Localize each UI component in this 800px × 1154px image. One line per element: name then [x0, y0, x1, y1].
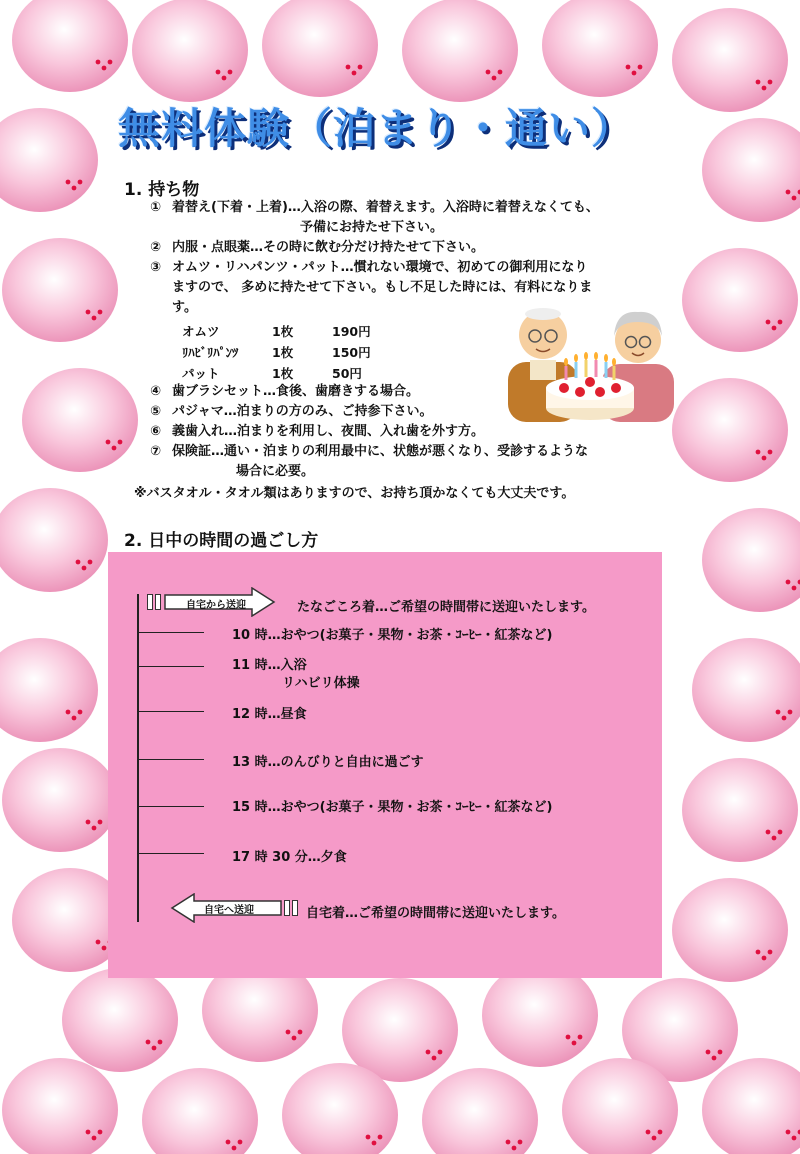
- bg-dot: [106, 440, 111, 445]
- bg-dot: [76, 560, 81, 565]
- timeline-tick: [138, 666, 204, 667]
- bg-circle: [482, 963, 598, 1067]
- bg-dot: [756, 80, 761, 85]
- schedule-item: 11 時…入浴: [232, 658, 307, 673]
- bg-dot: [78, 710, 83, 715]
- bg-circle: [402, 0, 518, 102]
- bg-dot: [158, 1040, 163, 1045]
- bg-dot: [88, 560, 93, 565]
- bg-circle: [2, 238, 118, 342]
- bg-dot: [228, 70, 233, 75]
- bg-circle: [62, 968, 178, 1072]
- bg-circle: [672, 8, 788, 112]
- list-item: ① 着替え(下着・上着)…入浴の際、着替えます。入浴時に着替えなくても、: [150, 200, 599, 215]
- bg-dot: [82, 566, 87, 571]
- bg-dot: [292, 1036, 297, 1041]
- list-item: ⑥ 義歯入れ…泊まりを利用し、夜間、入れ歯を外す方。: [150, 424, 485, 439]
- elderly-couple-cake-illustration: [500, 300, 680, 425]
- bg-dot: [66, 180, 71, 185]
- bg-dot: [658, 1130, 663, 1135]
- bg-dot: [426, 1050, 431, 1055]
- bg-dot: [772, 326, 777, 331]
- departure-bars: [284, 900, 298, 916]
- bg-dot: [216, 70, 221, 75]
- bg-dot: [506, 1140, 511, 1145]
- bg-circle: [692, 638, 800, 742]
- list-item-cont: 場合に必要。: [236, 464, 315, 479]
- bg-dot: [756, 950, 761, 955]
- bg-dot: [782, 716, 787, 721]
- timeline-tick: [138, 806, 204, 807]
- bg-dot: [92, 1136, 97, 1141]
- departure-text: 自宅着…ご希望の時間帯に送迎いたします。: [306, 906, 565, 921]
- bg-dot: [232, 1146, 237, 1151]
- arrival-arrow-label: 自宅から送迎: [186, 600, 246, 611]
- bg-dot: [792, 1136, 797, 1141]
- bg-circle: [672, 378, 788, 482]
- bg-dot: [72, 186, 77, 191]
- bg-dot: [96, 940, 101, 945]
- bg-dot: [98, 820, 103, 825]
- bg-dot: [86, 310, 91, 315]
- bg-dot: [92, 826, 97, 831]
- timeline-tick: [138, 759, 204, 760]
- arrival-bars: [147, 594, 161, 610]
- bg-dot: [626, 65, 631, 70]
- bg-dot: [238, 1140, 243, 1145]
- bg-dot: [762, 86, 767, 91]
- list-item: ② 内服・点眼薬…その時に飲む分だけ持たせて下さい。: [150, 240, 485, 255]
- bg-dot: [366, 1135, 371, 1140]
- schedule-item: 17 時 30 分…夕食: [232, 850, 347, 865]
- bg-dot: [786, 580, 791, 585]
- bg-dot: [358, 65, 363, 70]
- bg-dot: [222, 76, 227, 81]
- timeline-tick: [138, 711, 204, 712]
- bg-dot: [352, 71, 357, 76]
- bg-dot: [226, 1140, 231, 1145]
- bg-dot: [706, 1050, 711, 1055]
- bg-dot: [712, 1056, 717, 1061]
- bg-dot: [788, 710, 793, 715]
- bg-dot: [346, 65, 351, 70]
- price-row: オムツ 1枚 190円: [182, 324, 371, 339]
- bg-dot: [146, 1040, 151, 1045]
- timeline-line: [137, 594, 139, 922]
- price-table: [182, 322, 371, 385]
- schedule-item: 13 時…のんびりと自由に過ごす: [232, 755, 424, 770]
- bg-dot: [498, 70, 503, 75]
- bg-dot: [518, 1140, 523, 1145]
- bg-dot: [86, 1130, 91, 1135]
- list-item: ⑤ パジャマ…泊まりの方のみ、ご持参下さい。: [150, 404, 433, 419]
- schedule-item: 15 時…おやつ(お菓子・果物・お茶・ｺｰﾋｰ・紅茶など): [232, 800, 553, 815]
- bg-circle: [682, 758, 798, 862]
- bg-circle: [2, 1058, 118, 1154]
- price-row: パット 1枚 50円: [182, 366, 362, 381]
- bg-dot: [492, 76, 497, 81]
- bg-dot: [372, 1141, 377, 1146]
- bg-circle: [0, 108, 98, 212]
- bg-dot: [512, 1146, 517, 1151]
- bg-dot: [768, 950, 773, 955]
- bg-circle: [702, 508, 800, 612]
- bg-dot: [118, 440, 123, 445]
- bg-dot: [112, 446, 117, 451]
- bg-dot: [566, 1035, 571, 1040]
- bg-circle: [12, 0, 128, 92]
- bg-circle: [132, 0, 248, 102]
- bg-dot: [652, 1136, 657, 1141]
- timeline-tick: [138, 853, 204, 854]
- bg-dot: [86, 820, 91, 825]
- list-item-cont: 予備にお持たせ下さい。: [300, 220, 444, 235]
- section2-heading: 2. 日中の時間の過ごし方: [124, 531, 319, 551]
- bg-dot: [486, 70, 491, 75]
- page-title: 無料体験（泊まり・通い）: [118, 104, 635, 153]
- schedule-item: 12 時…昼食: [232, 707, 307, 722]
- bg-circle: [702, 118, 800, 222]
- bg-dot: [786, 190, 791, 195]
- bg-dot: [578, 1035, 583, 1040]
- list-item-cont: す。: [172, 300, 197, 315]
- list-item: ⑦ 保険証…通い・泊まりの利用最中に、状態が悪くなり、受診するような: [150, 444, 589, 459]
- bg-dot: [286, 1030, 291, 1035]
- bg-dot: [766, 830, 771, 835]
- bg-dot: [632, 71, 637, 76]
- bg-dot: [768, 80, 773, 85]
- price-row: ﾘﾊﾋﾞﾘﾊﾟﾝﾂ 1枚 150円: [182, 345, 371, 360]
- bg-circle: [542, 0, 658, 97]
- bg-dot: [98, 1130, 103, 1135]
- schedule-item-sub: リハビリ体操: [282, 676, 360, 691]
- section1-heading: 1. 持ち物: [124, 180, 200, 200]
- bg-dot: [432, 1056, 437, 1061]
- bg-circle: [262, 0, 378, 97]
- bg-dot: [152, 1046, 157, 1051]
- bg-dot: [298, 1030, 303, 1035]
- bg-dot: [756, 450, 761, 455]
- bg-circle: [22, 368, 138, 472]
- bg-circle: [0, 638, 98, 742]
- bg-circle: [702, 1058, 800, 1154]
- bg-dot: [72, 716, 77, 721]
- bg-dot: [718, 1050, 723, 1055]
- bg-dot: [78, 180, 83, 185]
- bg-dot: [638, 65, 643, 70]
- bg-dot: [762, 956, 767, 961]
- bg-dot: [762, 456, 767, 461]
- schedule-item: 10 時…おやつ(お菓子・果物・お茶・ｺｰﾋｰ・紅茶など): [232, 628, 553, 643]
- bg-circle: [2, 748, 118, 852]
- bg-dot: [776, 710, 781, 715]
- towel-note: ※バスタオル・タオル類はありますので、お持ち頂かなくても大丈夫です。: [134, 486, 575, 501]
- bg-dot: [98, 310, 103, 315]
- bg-dot: [792, 196, 797, 201]
- bg-circle: [0, 488, 108, 592]
- bg-dot: [772, 836, 777, 841]
- list-item: ④ 歯ブラシセット…食後、歯磨きする場合。: [150, 384, 420, 399]
- arrival-text: たなごころ着…ご希望の時間帯に送迎いたします。: [297, 600, 595, 615]
- list-item: ③ オムツ・リハパンツ・パット…慣れない環境で、初めての御利用になり: [150, 260, 588, 275]
- bg-dot: [102, 946, 107, 951]
- bg-dot: [102, 66, 107, 71]
- bg-dot: [766, 320, 771, 325]
- list-item-cont: ますので、 多めに持たせて下さい。もし不足した時には、有料になりま: [172, 280, 593, 295]
- bg-circle: [672, 878, 788, 982]
- departure-arrow-label: 自宅へ送迎: [204, 905, 254, 916]
- bg-dot: [778, 320, 783, 325]
- bg-dot: [378, 1135, 383, 1140]
- timeline-tick: [138, 632, 204, 633]
- bg-dot: [66, 710, 71, 715]
- bg-dot: [92, 316, 97, 321]
- bg-circle: [682, 248, 798, 352]
- bg-dot: [108, 60, 113, 65]
- bg-dot: [778, 830, 783, 835]
- bg-dot: [646, 1130, 651, 1135]
- bg-dot: [438, 1050, 443, 1055]
- bg-dot: [572, 1041, 577, 1046]
- bg-dot: [792, 586, 797, 591]
- bg-dot: [96, 60, 101, 65]
- bg-dot: [768, 450, 773, 455]
- bg-dot: [786, 1130, 791, 1135]
